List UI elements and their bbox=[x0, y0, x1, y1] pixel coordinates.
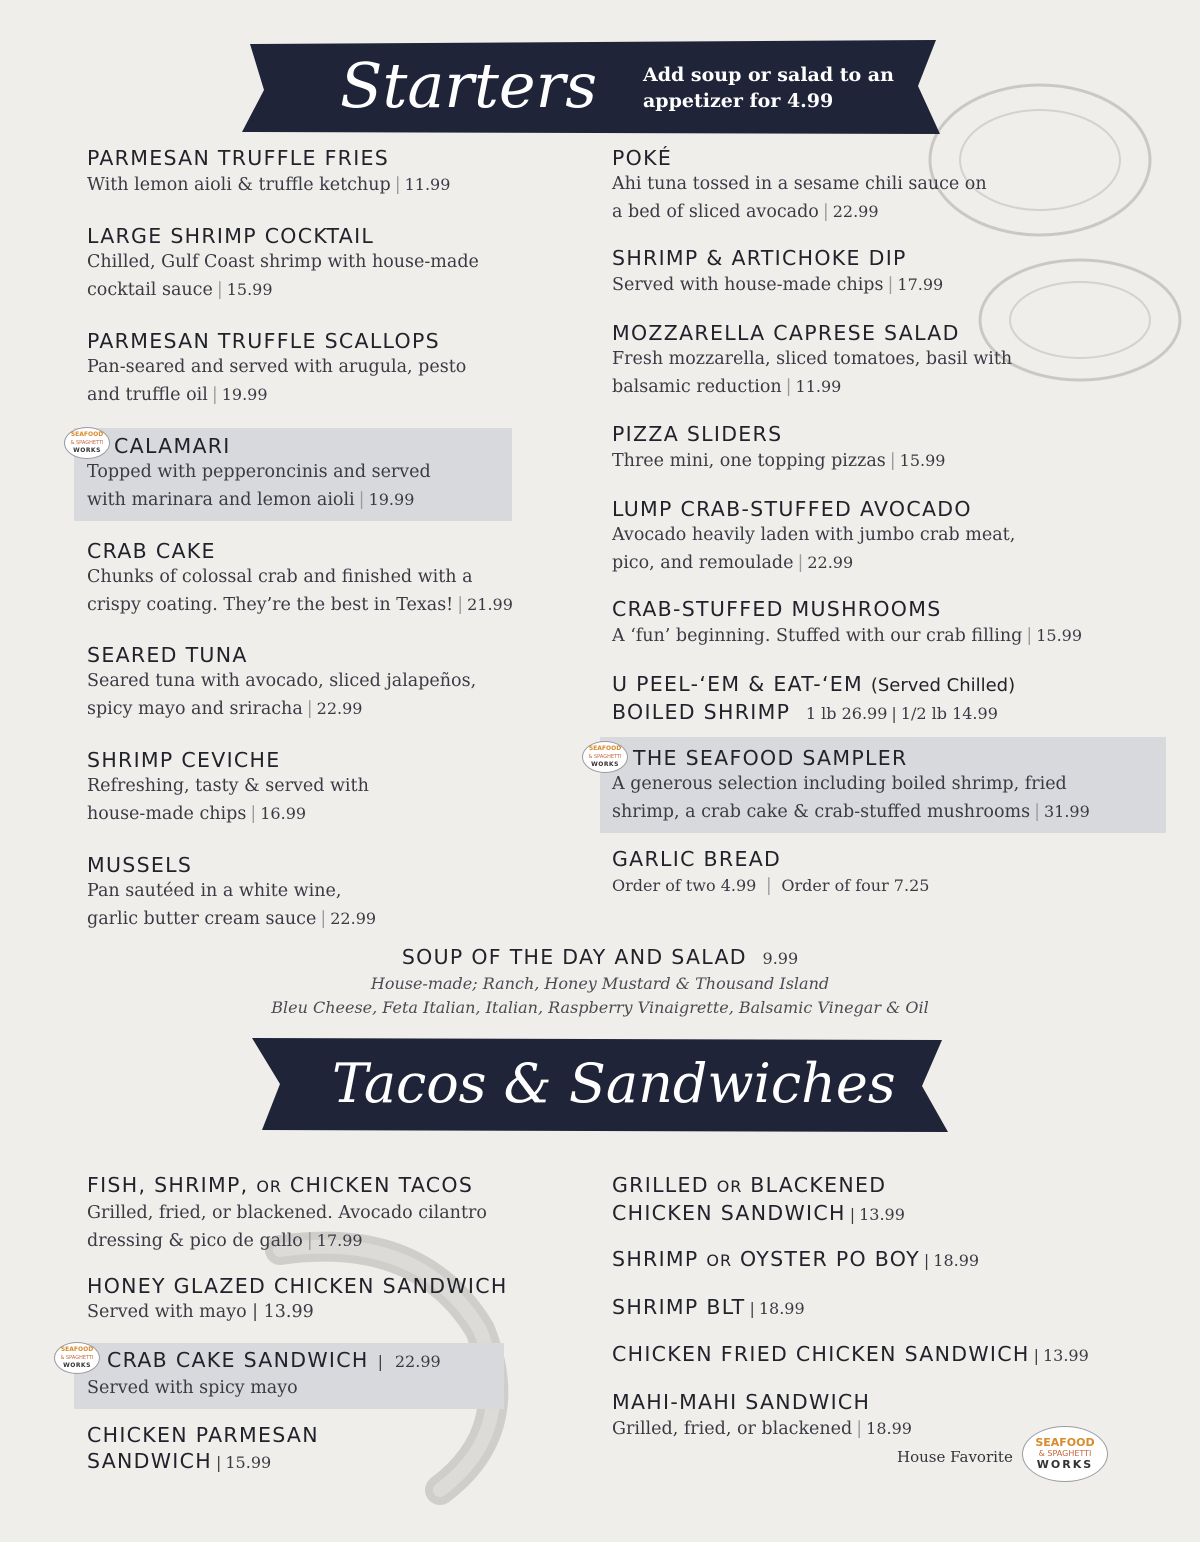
menu-item: SEARED TUNA Seared tuna with avocado, sliced jalapeños, spicy mayo and sriracha | 22.99 bbox=[87, 643, 477, 719]
tacos-title: Tacos & Sandwiches bbox=[332, 1052, 896, 1115]
menu-item: PARMESAN TRUFFLE SCALLOPS Pan-seared and served with arugula, pesto and truffle oil | 19.99 bbox=[87, 329, 467, 405]
menu-item: MUSSELS Pan sautéed in a white wine, garlic butter cream sauce | 22.99 bbox=[87, 853, 377, 929]
menu-item: SHRIMP & ARTICHOKE DIP Served with house-made chips | 17.99 bbox=[612, 246, 944, 295]
menu-item: CRAB-STUFFED MUSHROOMS A ‘fun’ beginning. Stuffed with our crab filling | 15.99 bbox=[612, 597, 1083, 646]
menu-item: MOZZARELLA CAPRESE SALAD Fresh mozzarella, sliced tomatoes, basil with balsamic reduction | 11.99 bbox=[612, 321, 1013, 397]
menu-item: SHRIMP CEVICHE Refreshing, tasty & served with house-made chips | 16.99 bbox=[87, 748, 369, 824]
menu-item: HONEY GLAZED CHICKEN SANDWICH Served with mayo | 13.99 bbox=[87, 1274, 508, 1322]
menu-item: LUMP CRAB-STUFFED AVOCADO Avocado heavily laden with jumbo crab meat, pico, and remoulade | 22.99 bbox=[612, 497, 1016, 573]
menu-item: CRAB CAKE Chunks of colossal crab and finished with a crispy coating. They’re the best in Texas! | 21.99 bbox=[87, 539, 513, 615]
menu-item: THE SEAFOOD SAMPLER A generous selection including boiled shrimp, fried shrimp, a crab cake & crab-stuffed mushrooms | 31.99 bbox=[612, 746, 1090, 822]
soup-salad: SOUP OF THE DAY AND SALAD 9.99 House-made; Ranch, Honey Mustard & Thousand Island Bleu Cheese, Feta Italian, Italian, Raspberry Vinaigrette, Balsamic Vinegar & Oil bbox=[271, 945, 929, 1017]
starters-note: Add soup or salad to an appetizer for 4.99 bbox=[643, 64, 894, 112]
menu-item: CHICKEN PARMESAN SANDWICH | 15.99 bbox=[87, 1423, 319, 1473]
house-favorite-badge-icon: SEAFOOD & SPAGHETTI WORKS bbox=[582, 741, 628, 773]
menu-item: U PEEL-‘EM & EAT-‘EM (Served Chilled) BOILED SHRIMP 1 lb 26.99 | 1/2 lb 14.99 bbox=[612, 672, 1016, 724]
menu-item: GARLIC BREAD Order of two 4.99 | Order of four 7.25 bbox=[612, 847, 930, 896]
menu-item: SHRIMP OR OYSTER PO BOY | 18.99 bbox=[612, 1247, 980, 1271]
menu-item: CRAB CAKE SANDWICH | 22.99 Served with spicy mayo bbox=[87, 1348, 441, 1398]
menu-item: PARMESAN TRUFFLE FRIES With lemon aioli & truffle ketchup | 11.99 bbox=[87, 146, 451, 195]
starters-title: Starters bbox=[340, 49, 598, 122]
house-favorite-badge-icon: SEAFOOD & SPAGHETTI WORKS bbox=[54, 1342, 100, 1374]
menu-item: POKÉ Ahi tuna tossed in a sesame chili sauce on a bed of sliced avocado | 22.99 bbox=[612, 146, 987, 222]
tacos-banner bbox=[252, 1036, 948, 1134]
menu-item: GRILLED OR BLACKENED CHICKEN SANDWICH | 13.99 bbox=[612, 1173, 905, 1225]
starters-banner bbox=[242, 40, 942, 136]
menu-item: FISH, SHRIMP, OR CHICKEN TACOS Grilled, fried, or blackened. Avocado cilantro dressing & pico de gallo | 17.99 bbox=[87, 1173, 487, 1251]
house-favorite-logo-icon: SEAFOOD & SPAGHETTI WORKS bbox=[1022, 1426, 1108, 1482]
menu-item: MAHI-MAHI SANDWICH Grilled, fried, or blackened | 18.99 bbox=[612, 1390, 912, 1439]
menu-item: SHRIMP BLT | 18.99 bbox=[612, 1295, 805, 1319]
house-favorite-label: House Favorite bbox=[897, 1448, 1013, 1466]
house-favorite-badge-icon: SEAFOOD & SPAGHETTI WORKS bbox=[64, 427, 110, 459]
menu-item: LARGE SHRIMP COCKTAIL Chilled, Gulf Coast shrimp with house-made cocktail sauce | 15.99 bbox=[87, 224, 479, 300]
menu-item: CHICKEN FRIED CHICKEN SANDWICH | 13.99 bbox=[612, 1342, 1089, 1366]
menu-item: CALAMARI Topped with pepperoncinis and served with marinara and lemon aioli | 19.99 bbox=[87, 434, 431, 510]
menu-item: PIZZA SLIDERS Three mini, one topping pizzas | 15.99 bbox=[612, 422, 946, 471]
